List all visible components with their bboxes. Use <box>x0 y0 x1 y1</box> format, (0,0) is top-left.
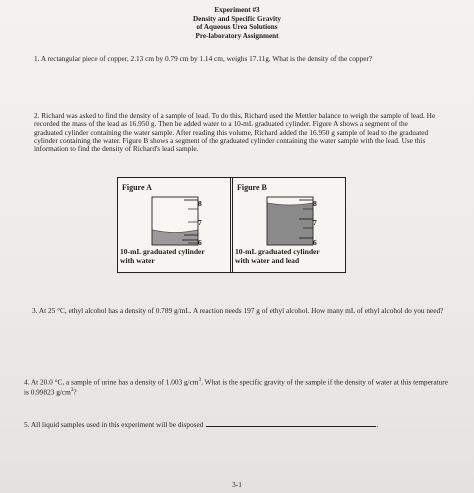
figure-a-caption-line2: with water <box>120 255 155 265</box>
figures-box <box>117 177 346 273</box>
figure-a-caption <box>120 248 205 265</box>
page-number: 3-1 <box>232 480 242 489</box>
question-4-text-b: . What is the specific gravity of the sample if the density of water at this temperature is 0.99823 g/cm <box>24 377 448 397</box>
question-4-sup-1: 3 <box>198 378 202 383</box>
figure-b-tick-7: 7 <box>313 218 317 227</box>
figure-b-title: Figure B <box>237 183 267 192</box>
question-4-sup-2: 3 <box>70 387 74 393</box>
figure-a-title: Figure A <box>122 183 152 192</box>
figure-b-tick-8: 8 <box>313 199 317 208</box>
question-5-text: 5. All liquid samples used in this experiment will be disposed <box>24 420 204 429</box>
question-5-period: . <box>376 420 379 429</box>
figure-b-cylinder <box>263 194 329 248</box>
figure-b <box>232 178 345 272</box>
question-3: 3. At 25 °C, ethyl alcohol has a density of 0.789 g/mL. A reaction needs 197 g of ethyl alcohol. How many mL of ethyl alcohol do you need? <box>32 306 444 315</box>
figure-b-caption <box>235 248 320 265</box>
figure-a-tick-6: 6 <box>198 238 202 247</box>
question-4-text-c: ? <box>73 387 77 397</box>
figure-b-caption-line2: with water and lead <box>235 255 300 265</box>
question-2: 2. Richard was asked to find the density of a sample of lead. To do this, Richard used the Mettler balance to weigh the sample of lead. He recorded the mass of the lead as 16.950 g. Then he added water to a 10-mL graduated cylinder. Figure A shows a segment of the graduated cylinder containing the water sample. After reading this volume, Richard added the 16.950 g sample of lead to the graduated cylinder containing the water. Figure B shows a segment of the graduated cylinder containing the water sample with the lead. Use this information to find the density of Richard's lead sample. <box>34 111 436 154</box>
figure-a-caption-line1: 10-mL graduated cylinder <box>120 247 205 256</box>
figure-a-tick-8: 8 <box>198 199 202 208</box>
figure-a-tick-7: 7 <box>198 218 202 227</box>
figure-b-caption-line1: 10-mL graduated cylinder <box>235 247 320 256</box>
question-5 <box>24 420 454 429</box>
question-4-text-a: 4. At 20.0 °C, a sample of urine has a density of 1.003 g/cm <box>24 377 199 387</box>
figure-a <box>118 178 231 272</box>
header-subtitle-1: Density and Specific Gravity <box>192 14 282 23</box>
figure-b-tick-6: 6 <box>313 238 317 247</box>
page-header <box>0 6 474 40</box>
question-4 <box>24 377 449 396</box>
figure-a-cylinder <box>148 194 214 248</box>
question-1: 1. A rectangular piece of copper, 2.13 cm by 0.79 cm by 1.14 cm, weighs 17.11g. What is the density of the copper? <box>34 54 373 63</box>
header-title: Experiment #3 <box>214 6 260 14</box>
question-5-answer-blank[interactable] <box>206 420 379 429</box>
header-subtitle-2: of Aqueous Urea Solutions <box>196 23 278 32</box>
header-subtitle-3: Pre-laboratory Assignment <box>195 31 279 40</box>
